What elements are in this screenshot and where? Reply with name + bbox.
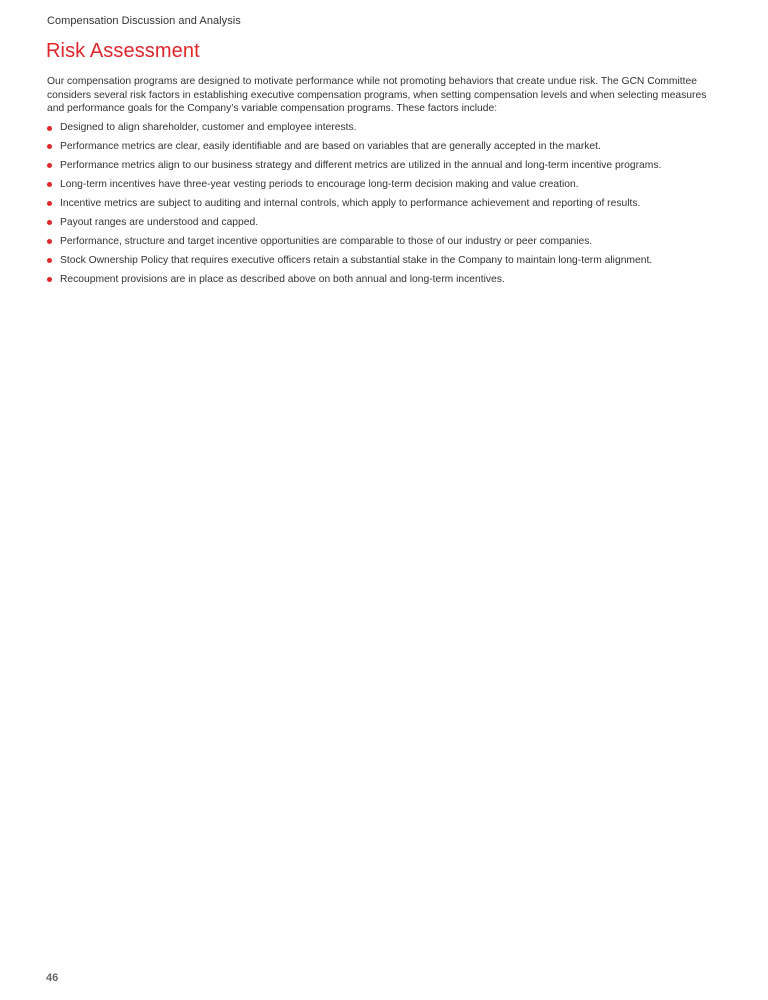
list-item-text: Performance metrics align to our business strategy and different metrics are utilized in the annual and long-term incentive programs. [60,159,662,171]
list-item [47,178,737,192]
list-item [47,235,737,249]
bullet-icon [47,258,52,263]
bullet-icon [47,126,52,131]
list-item [47,140,737,154]
list-item-text: Long-term incentives have three-year vesting periods to encourage long-term decision making and value creation. [60,178,579,190]
list-item [47,121,737,135]
list-item-text: Stock Ownership Policy that requires executive officers retain a substantial stake in the Company to maintain long-term alignment. [60,254,653,266]
list-item-text: Incentive metrics are subject to auditing and internal controls, which apply to performance achievement and reporting of results. [60,197,641,209]
bullet-icon [47,182,52,187]
list-item [47,197,737,211]
bullet-icon [47,220,52,225]
list-item [47,273,737,287]
running-header: Compensation Discussion and Analysis [47,15,241,27]
bullet-icon [47,201,52,206]
bullet-icon [47,163,52,168]
bullet-icon [47,239,52,244]
section-title: Risk Assessment [46,40,200,62]
risk-factor-list [47,121,737,292]
list-item-text: Performance, structure and target incentive opportunities are comparable to those of our industry or peer companies. [60,235,593,247]
list-item-text: Designed to align shareholder, customer and employee interests. [60,122,357,133]
intro-paragraph: Our compensation programs are designed to motivate performance while not promoting behaviors that create undue risk. The GCN Committee considers several risk factors in establishing executive compensation programs, when setting compensation levels and when selecting measures and performance goals for the Company’s variable compensation programs. These factors include: [47,76,707,115]
page-number: 46 [46,972,59,984]
list-item [47,216,737,230]
list-item-text: Recoupment provisions are in place as described above on both annual and long-term incentives. [60,273,505,285]
bullet-icon [47,144,52,149]
list-item [47,159,737,173]
list-item-text: Payout ranges are understood and capped. [60,216,259,228]
list-item-text: Performance metrics are clear, easily identifiable and are based on variables that are generally accepted in the market. [60,140,601,152]
list-item [47,254,737,268]
bullet-icon [47,277,52,282]
